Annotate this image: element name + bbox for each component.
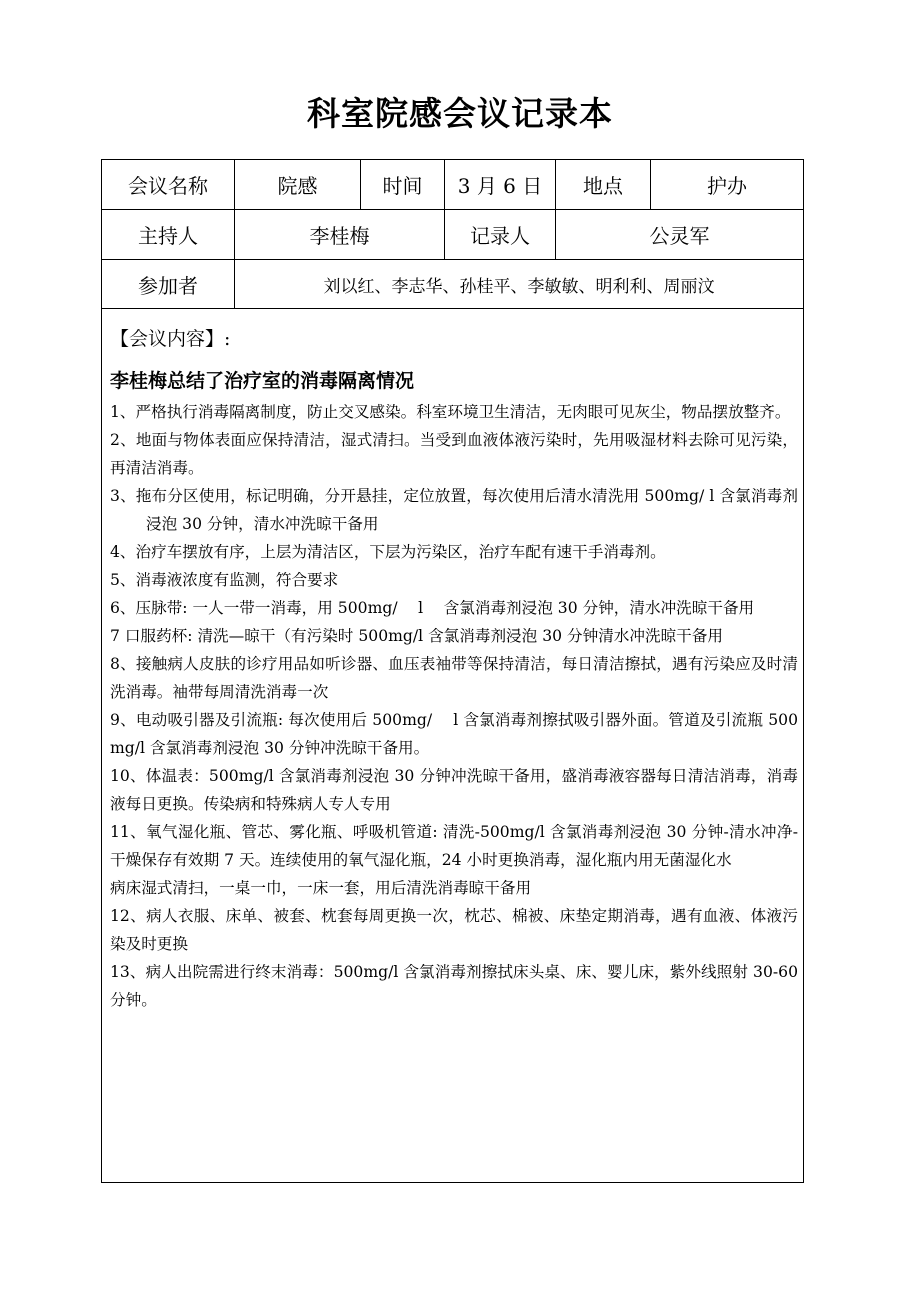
content-item: 4、治疗车摆放有序，上层为清洁区，下层为污染区，治疗车配有速干手消毒剂。 bbox=[110, 543, 666, 561]
content-item: 6、压脉带: 一人一带一消毒，用 500mg/ l 含氯消毒剂浸泡 30 分钟，清水冲洗晾干备用 bbox=[110, 599, 755, 617]
meeting-record-table bbox=[101, 159, 804, 1183]
location-value: 护办 bbox=[707, 174, 747, 198]
meeting-name-value: 院感 bbox=[277, 174, 318, 198]
content-item: 3、拖布分区使用，标记明确，分开悬挂，定位放置，每次使用后清水清洗用 500mg/ l 含氯消毒剂浸泡 30 分钟，清水冲洗晾干备用 bbox=[110, 487, 798, 533]
content-item: 7 口服药杯: 清洗—晾干（有污染时 500mg/l 含氯消毒剂浸泡 30 分钟清水冲洗晾干备用 bbox=[110, 627, 723, 645]
time-value: 3 月 6 日 bbox=[457, 174, 543, 198]
meeting-content bbox=[110, 320, 798, 1014]
location-label: 地点 bbox=[583, 174, 623, 198]
content-item: 11、氧气湿化瓶、管芯、雾化瓶、呼吸机管道: 清洗-500mg/l 含氯消毒剂浸泡 30 分钟-清水冲净-干燥保存有效期 7 天。连续使用的氧气湿化瓶，24 小时更换消毒，湿化瓶内用无菌湿化水 bbox=[110, 823, 798, 869]
content-heading: 【会议内容】: bbox=[110, 328, 231, 350]
content-item: 9、电动吸引器及引流瓶: 每次使用后 500mg/ l 含氯消毒剂擦拭吸引器外面。管道及引流瓶 500mg/l 含氯消毒剂浸泡 30 分钟冲洗晾干备用。 bbox=[110, 711, 798, 757]
content-item: 5、消毒液浓度有监测，符合要求 bbox=[110, 571, 339, 589]
attendees-label: 参加者 bbox=[138, 273, 198, 298]
content-item: 2、地面与物体表面应保持清洁，湿式清扫。当受到血液体液污染时，先用吸湿材料去除可见污染，再清洁消毒。 bbox=[110, 431, 798, 477]
content-item: 1、严格执行消毒隔离制度，防止交叉感染。科室环境卫生清洁，无肉眼可见灰尘，物品摆放整齐。 bbox=[110, 403, 791, 421]
row-divider bbox=[102, 308, 803, 309]
content-subheading: 李桂梅总结了治疗室的消毒隔离情况 bbox=[110, 370, 415, 392]
time-label: 时间 bbox=[382, 174, 423, 198]
host-value: 李桂梅 bbox=[309, 224, 370, 248]
host-label: 主持人 bbox=[138, 224, 198, 248]
meeting-name-label: 会议名称 bbox=[128, 174, 208, 198]
recorder-value: 公灵军 bbox=[649, 224, 710, 248]
content-item: 13、病人出院需进行终末消毒：500mg/l 含氯消毒剂擦拭床头桌、床、婴儿床，紫外线照射 30-60 分钟。 bbox=[110, 963, 798, 1009]
content-item: 8、接触病人皮肤的诊疗用品如听诊器、血压表袖带等保持清洁，每日清洁擦拭，遇有污染应及时清洗消毒。袖带每周清洗消毒一次 bbox=[110, 655, 798, 701]
content-item: 12、病人衣服、床单、被套、枕套每周更换一次，枕芯、棉被、床垫定期消毒，遇有血液、体液污染及时更换 bbox=[110, 907, 798, 953]
content-item: 病床湿式清扫，一桌一巾，一床一套，用后清洗消毒晾干备用 bbox=[110, 879, 532, 897]
recorder-label: 记录人 bbox=[470, 224, 530, 248]
content-item: 10、体温表：500mg/l 含氯消毒剂浸泡 30 分钟冲洗晾干备用，盛消毒液容器每日清洁消毒，消毒液每日更换。传染病和特殊病人专人专用 bbox=[110, 767, 798, 813]
page-title: 科室院感会议记录本 bbox=[307, 94, 613, 133]
attendees-value: 刘以红、李志华、孙桂平、李敏敏、明利利、周丽汶 bbox=[323, 276, 715, 297]
